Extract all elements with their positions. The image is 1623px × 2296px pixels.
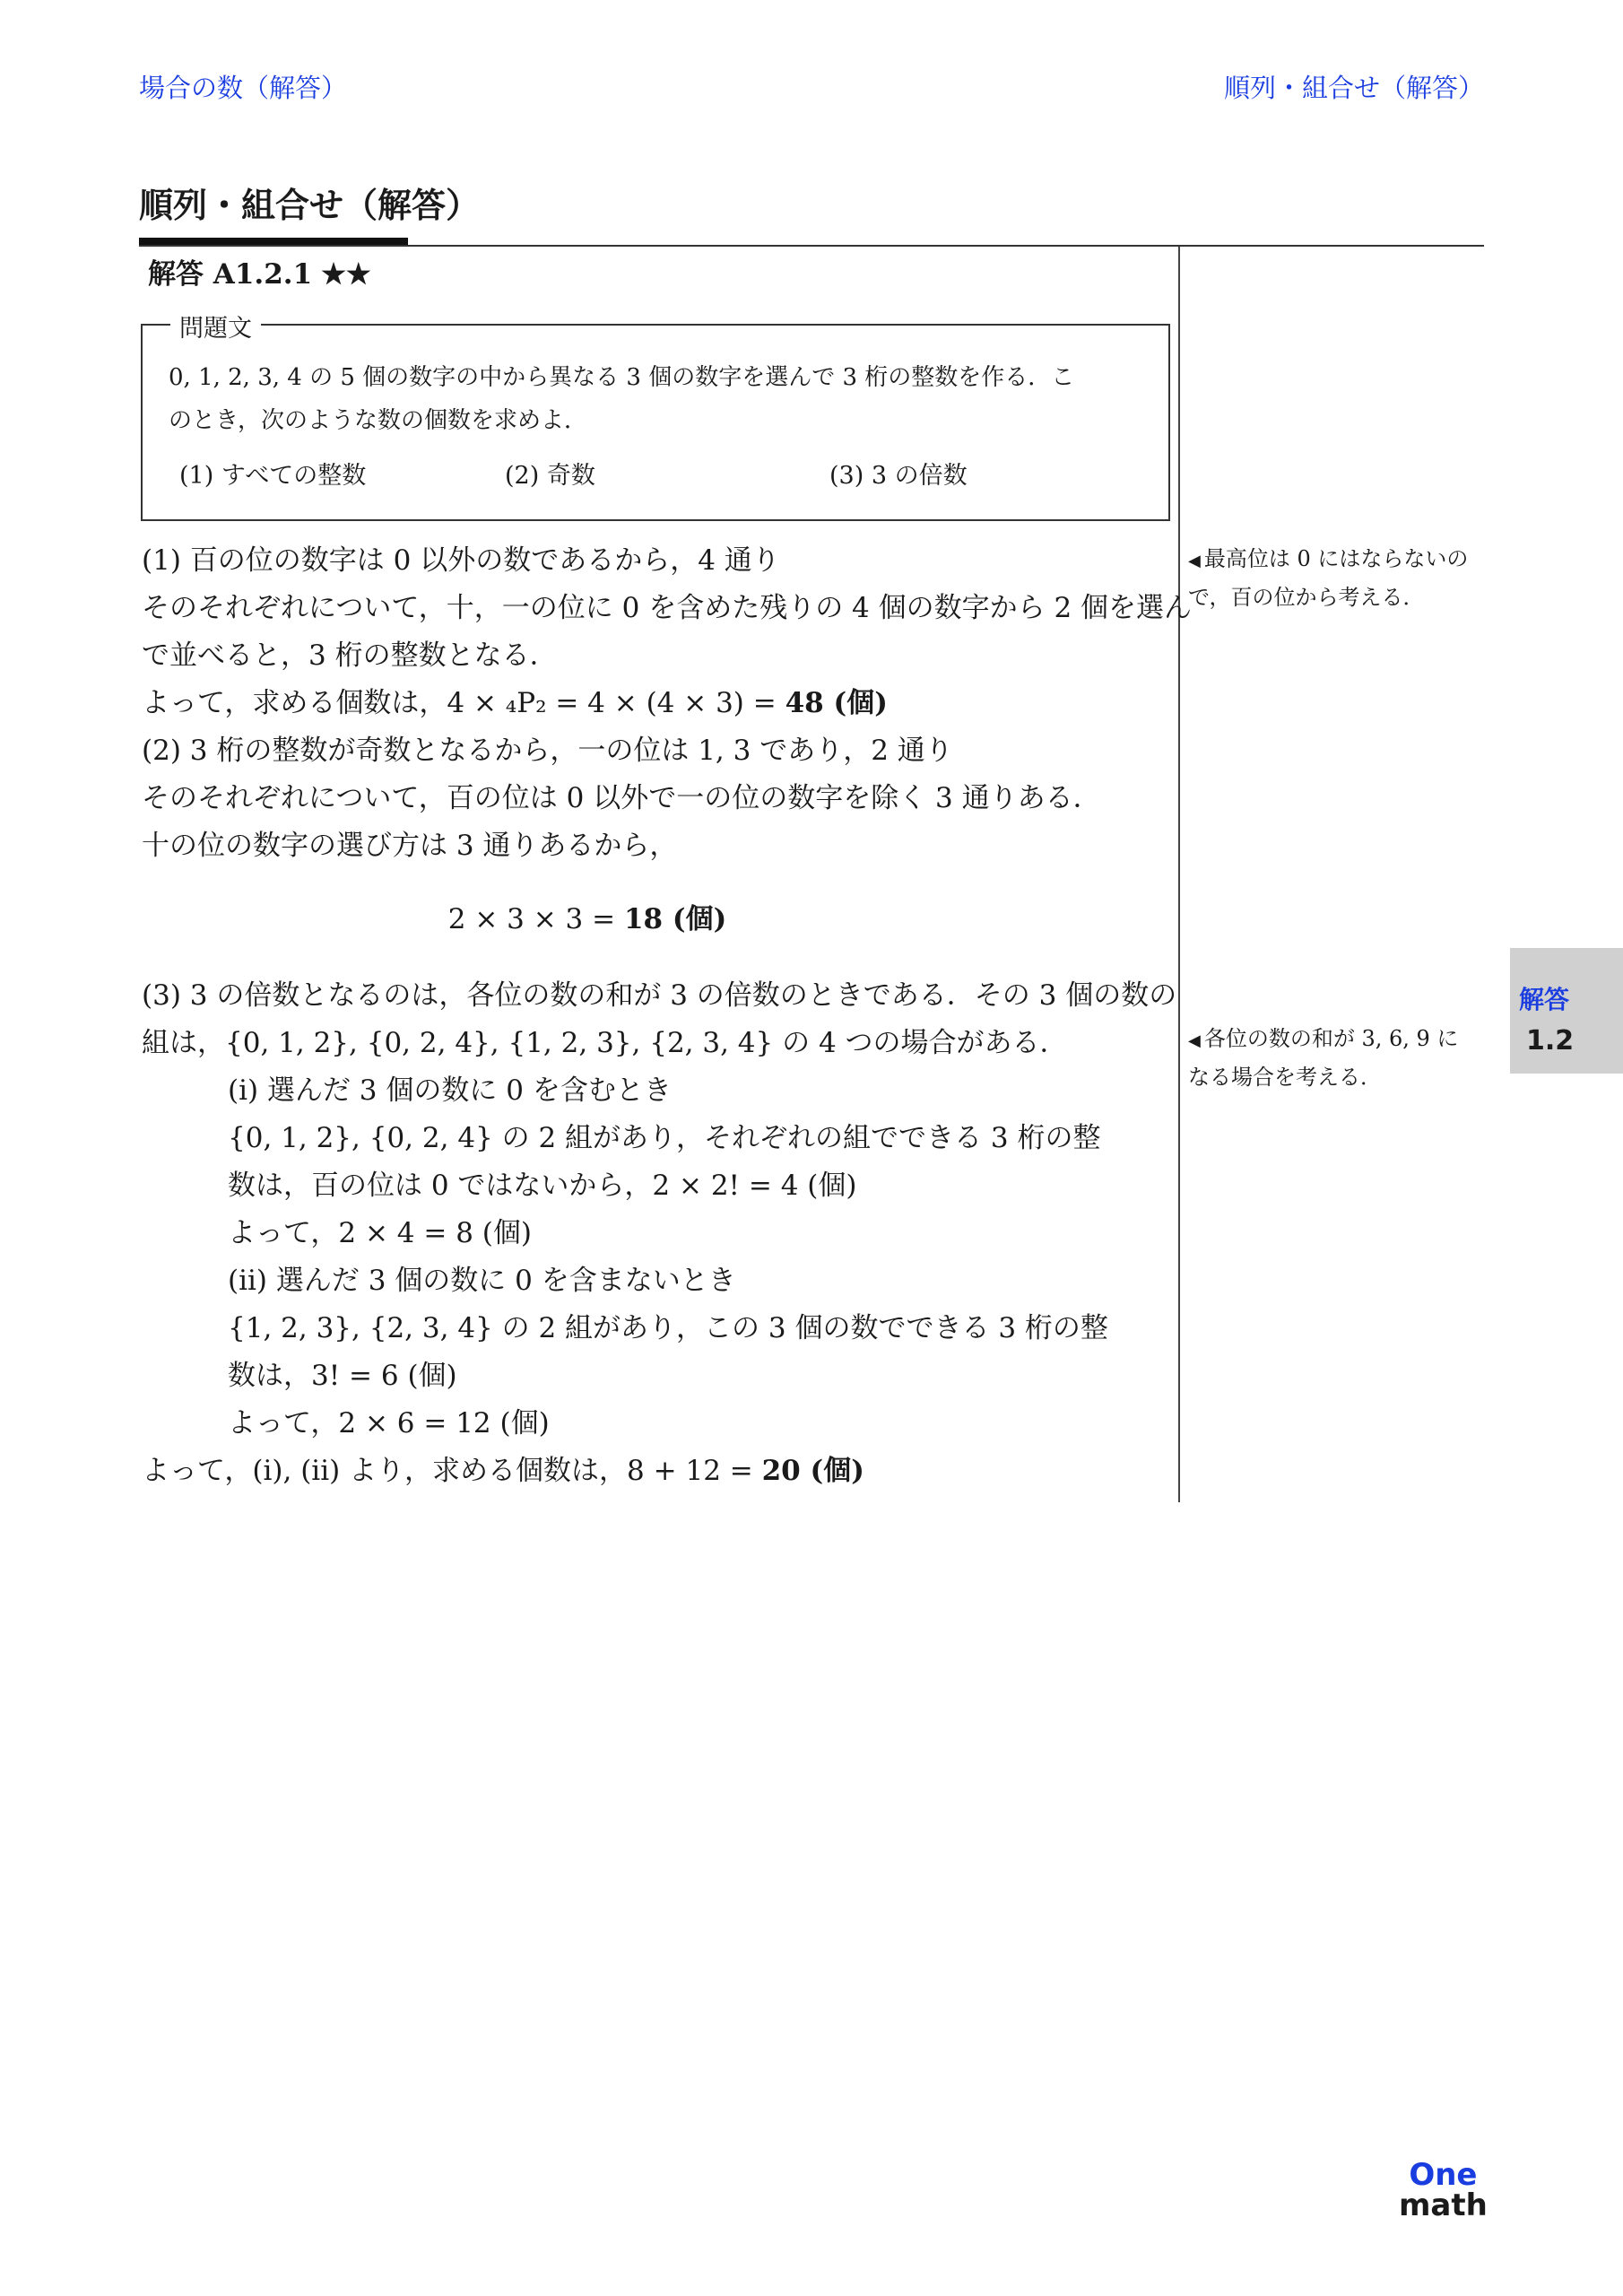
margin-note-2 (1188, 1021, 1458, 1095)
answer-value-1: 48 (個) (785, 687, 888, 719)
solution-line: (3) 3 の倍数となるのは，各位の数の和が 3 の倍数のときである．その 3 個の数の (142, 979, 1177, 1012)
answer-label: 解答 A1.2.1 (148, 258, 313, 291)
solution-line: (1) 百の位の数字は 0 以外の数であるから，4 通り (142, 544, 780, 577)
problem-option-2: (2) 奇数 (505, 462, 595, 490)
header-chapter: 場合の数（解答） (139, 73, 348, 103)
solution-line: 十の位の数字の選び方は 3 通りあるから， (142, 830, 678, 862)
solution-line: そのそれぞれについて，十，一の位に 0 を含めた残りの 4 個の数字から 2 個を選ん (142, 592, 1193, 624)
margin-column-divider (1178, 247, 1180, 1502)
problem-text-line: のとき，次のような数の個数を求めよ． (169, 407, 587, 434)
problem-box-label: 問題文 (170, 309, 261, 344)
case-line: {0, 1, 2}, {0, 2, 4} の 2 組があり，それぞれの組でできる 3 桁の整 (228, 1122, 1101, 1154)
answer-value-2: 18 (個) (623, 903, 727, 935)
case-line: よって，2 × 4 = 8 (個) (228, 1217, 532, 1249)
problem-option-1: (1) すべての整数 (179, 462, 367, 490)
margin-note-text: なる場合を考える． (1188, 1065, 1382, 1090)
case-line: (ii) 選んだ 3 個の数に 0 を含まないとき (228, 1265, 736, 1297)
solution-line: 組は，{0, 1, 2}, {0, 2, 4}, {1, 2, 3}, {2, 3, 4} の 4 つの場合がある． (142, 1027, 1068, 1059)
case-line: よって，2 × 6 = 12 (個) (228, 1407, 550, 1439)
solution-expression: よって，(i), (ii) より，求める個数は，8 + 12 = (142, 1455, 762, 1487)
display-equation (0, 901, 1175, 937)
solution-expression: 2 × 3 × 3 = (447, 903, 624, 935)
title-underline-thin (139, 245, 1484, 247)
answer-value-3: 20 (個) (761, 1455, 864, 1487)
margin-note-text: 各位の数の和が 3, 6, 9 に (1203, 1026, 1459, 1051)
margin-note-text: 最高位は 0 にはならないの (1203, 546, 1469, 571)
problem-text-line: 0, 1, 2, 3, 4 の 5 個の数字の中から異なる 3 個の数字を選んで 3 桁の整数を作る．こ (169, 364, 1075, 391)
logo-line-1: One (1409, 2157, 1478, 2193)
difficulty-stars: ★★ (321, 258, 371, 291)
side-tab-number: 1.2 (1526, 1025, 1575, 1057)
solution-line (142, 685, 888, 721)
onemath-logo (1399, 2157, 1488, 2223)
margin-note-text: で，百の位から考える． (1188, 585, 1425, 610)
chapter-side-tab[interactable] (1510, 948, 1623, 1074)
problem-option-3: (3) 3 の倍数 (829, 462, 968, 490)
header-section: 順列・組合せ（解答） (1223, 73, 1484, 103)
solution-line (142, 1453, 864, 1489)
answer-heading (148, 251, 371, 291)
solution-line: で並べると，3 桁の整数となる． (142, 639, 558, 672)
solution-line: (2) 3 桁の整数が奇数となるから，一の位は 1, 3 であり，2 通り (142, 735, 953, 767)
left-triangle-icon: ◀ (1188, 552, 1201, 570)
case-line: {1, 2, 3}, {2, 3, 4} の 2 組があり，この 3 個の数でできる 3 桁の整 (228, 1312, 1108, 1344)
title-underline-thick (139, 238, 408, 245)
solution-expression: よって，求める個数は，4 × ₄P₂ = 4 × (4 × 3) = (142, 687, 785, 719)
margin-note-1 (1188, 541, 1468, 615)
logo-line-2: math (1399, 2187, 1488, 2223)
solution-line: そのそれぞれについて，百の位は 0 以外で一の位の数字を除く 3 通りある． (142, 782, 1101, 814)
case-line: 数は，3! = 6 (個) (228, 1360, 457, 1392)
section-title: 順列・組合せ（解答） (139, 186, 481, 225)
side-tab-label: 解答 (1519, 985, 1570, 1014)
case-line: 数は，百の位は 0 ではないから，2 × 2! = 4 (個) (228, 1170, 857, 1202)
left-triangle-icon: ◀ (1188, 1031, 1201, 1050)
case-line: (i) 選んだ 3 個の数に 0 を含むとき (228, 1074, 672, 1107)
